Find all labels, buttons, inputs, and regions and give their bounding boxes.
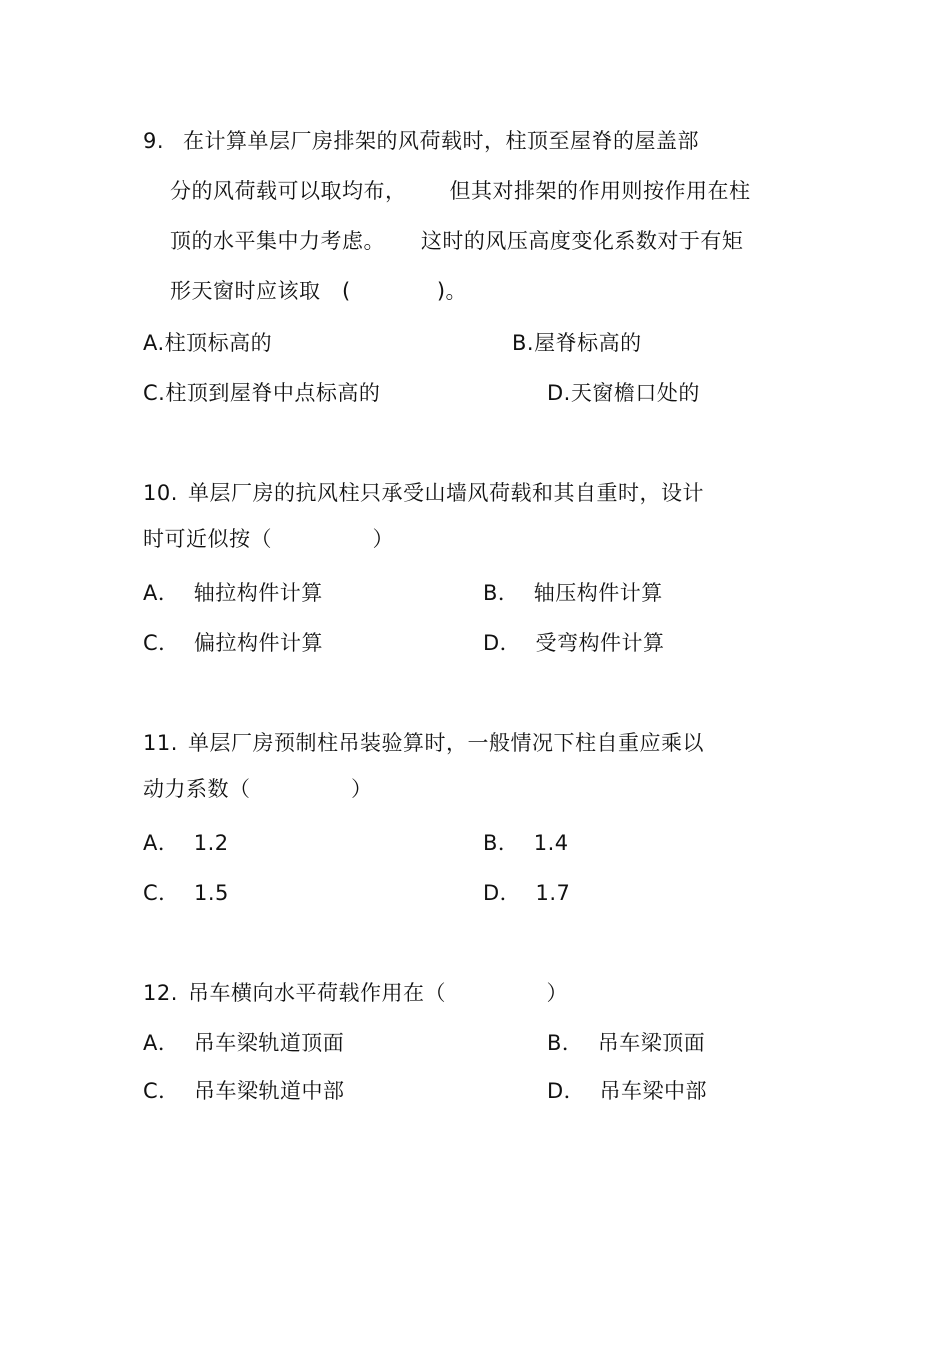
question-9-option-c: C.柱顶到屋脊中点标高的 (143, 381, 381, 405)
question-12-stem-line-1: 吊车横向水平荷载作用在（ ） (188, 981, 568, 1005)
question-12-option-c: C． 吊车梁轨道中部 (143, 1079, 345, 1103)
question-9-stem-line-2: 分的风荷载可以取均布， 但其对排架的作用则按作用在柱 (170, 179, 751, 203)
question-11-stem-line-2: 动力系数（ ） (143, 777, 373, 801)
question-12-option-b: B． 吊车梁顶面 (547, 1031, 706, 1055)
question-11-option-c: C． 1.5 (143, 881, 229, 905)
question-10-stem-line-1: 单层厂房的抗风柱只承受山墙风荷载和其自重时，设计 (188, 481, 704, 505)
question-12-option-a: A． 吊车梁轨道顶面 (143, 1031, 345, 1055)
question-10-stem-line-2: 时可近似按（ ） (143, 527, 394, 551)
question-11-stem-line-1: 单层厂房预制柱吊装验算时，一般情况下柱自重应乘以 (188, 731, 704, 755)
question-9-option-b: B.屋脊标高的 (512, 331, 642, 355)
question-9-stem-line-1: 在计算单层厂房排架的风荷载时，柱顶至屋脊的屋盖部 (183, 129, 699, 153)
question-10-option-b: B． 轴压构件计算 (483, 581, 663, 605)
question-9-option-d: D.天窗檐口处的 (547, 381, 700, 405)
question-11-option-b: B． 1.4 (483, 831, 569, 855)
question-12-option-d: D． 吊车梁中部 (547, 1079, 708, 1103)
question-10-option-c: C． 偏拉构件计算 (143, 631, 324, 655)
question-10-option-d: D． 受弯构件计算 (483, 631, 665, 655)
question-11-option-d: D． 1.7 (483, 881, 571, 905)
question-9-number: 9. (143, 129, 165, 153)
question-9-stem-line-3: 顶的水平集中力考虑。 这时的风压高度变化系数对于有矩 (170, 229, 744, 253)
question-10-number: 10. (143, 481, 178, 505)
question-10-option-a: A． 轴拉构件计算 (143, 581, 323, 605)
question-12-number: 12. (143, 981, 178, 1005)
question-11-number: 11. (143, 731, 178, 755)
question-11-option-a: A． 1.2 (143, 831, 229, 855)
question-9-stem-line-4: 形天窗时应该取 ( )。 (170, 279, 468, 303)
question-9-option-a: A.柱顶标高的 (143, 331, 273, 355)
